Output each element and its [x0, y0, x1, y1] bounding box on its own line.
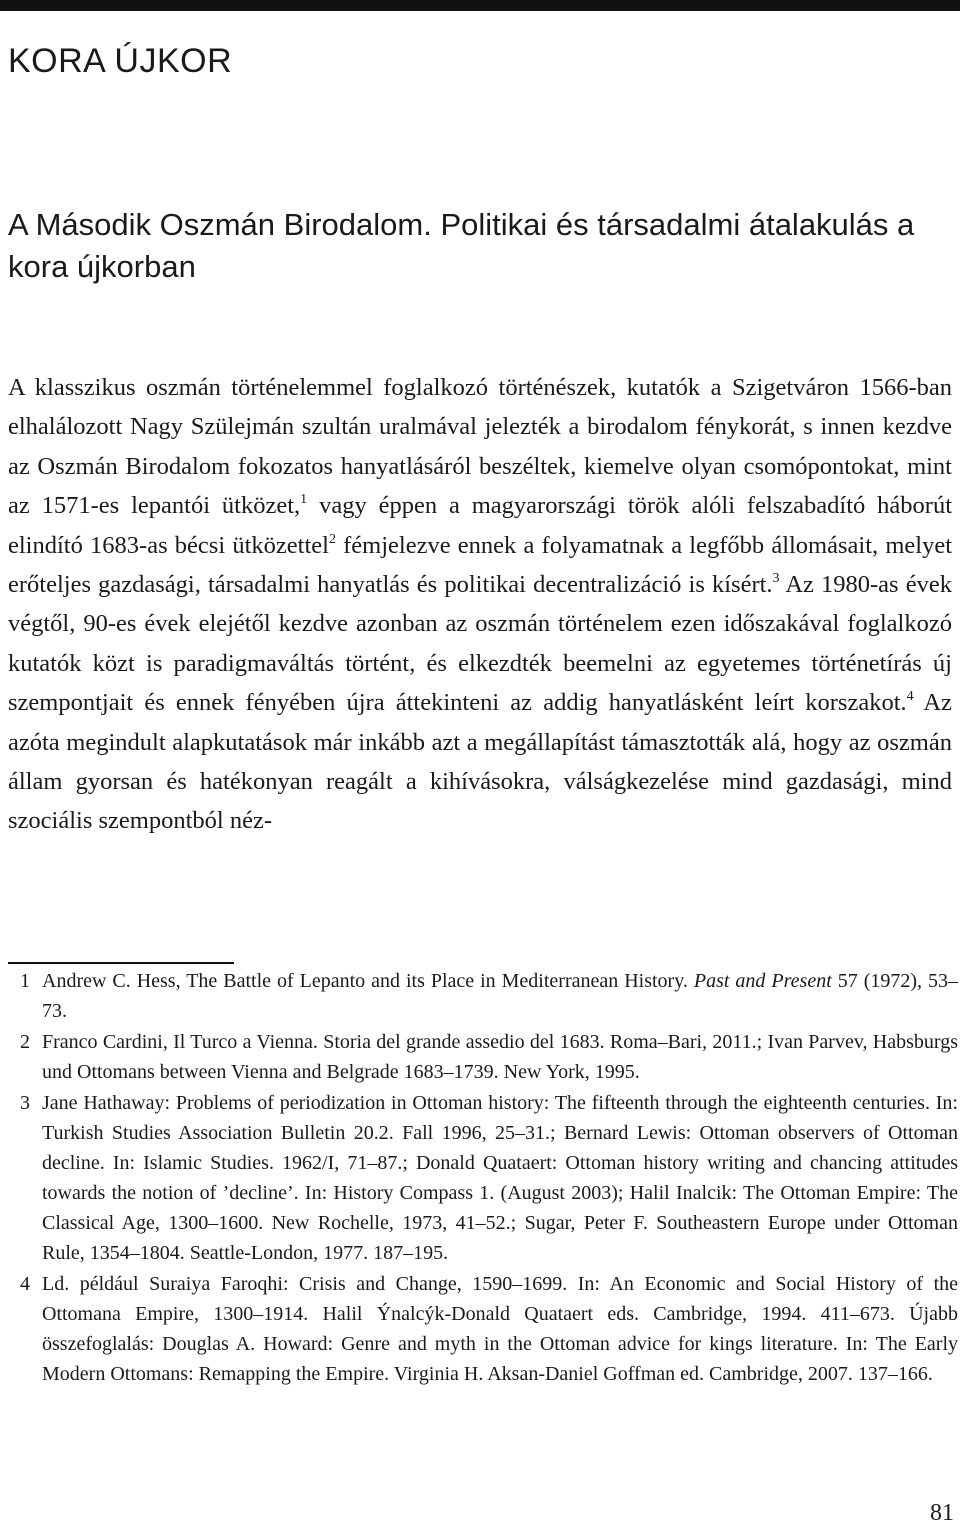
footnote-ref-3[interactable]: 3 [772, 571, 780, 587]
footnote-text [42, 966, 958, 1026]
footnote-text-part: Andrew C. Hess, The Battle of Lepanto and its Place in Mediterranean History. [42, 970, 694, 992]
body-segment: A klasszikus oszmán történelemmel foglalkozó történészek, kutatók a Szigetváron 1566-ban elhalálozott Nagy Szülejmán szultán uralmával jelezték a birodalom fénykorát, s innen kezdve az Oszmán Birodalom fokozatos hanyatlásáról beszéltek, kiemelve olyan csomópontokat, mint az 1571-es lepantói ütközet, [8, 374, 952, 520]
body-segment: Az azóta megindult alapkutatások már inkább azt a megállapítást támasztották alá, hogy az oszmán állam gyorsan és hatékonyan reagált a kihívásokra, válságkezelése mind gazdasági, mind szociális szempontból néz- [8, 689, 952, 835]
footnote-3 [8, 1088, 958, 1268]
footnote-4 [8, 1269, 958, 1389]
body-paragraph [8, 368, 952, 841]
footnote-text: Jane Hathaway: Problems of periodization in Ottoman history: The fifteenth through the eighteenth centuries. In: Turkish Studies Association Bulletin 20.2. Fall 1996, 25–31.; Bernard Lewis: Ottoman observers of Ottoman decline. In: Islamic Studies. 1962/I, 71–87.; Donald Quataert: Ottoman history writing and chancing attitudes towards the notion of ’decline’. In: History Compass 1. (August 2003); Halil Inalcik: The Ottoman Empire: The Classical Age, 1300–1600. New Rochelle, 1973, 41–52.; Sugar, Peter F. Southeastern Europe under Ottoman Rule, 1354–1804. Seattle-London, 1977. 187–195. [42, 1092, 958, 1264]
footnote-text: Franco Cardini, Il Turco a Vienna. Storia del grande assedio del 1683. Roma–Bari, 2011.; Ivan Parvev, Habsburgs und Ottomans between Vienna and Belgrade 1683–1739. New York, 1995. [42, 1031, 958, 1083]
footnote-ref-4[interactable]: 4 [906, 689, 914, 705]
footnote-ref-1[interactable]: 1 [300, 492, 308, 508]
body-segment: fémjelezve ennek a folyamatnak a legfőbb állomásait, melyet erőteljes gazdasági, társadalmi hanyatlás és politikai decentralizáció is kísért. [8, 531, 952, 599]
footnotes [8, 966, 958, 1390]
footnote-number: 4 [20, 1273, 30, 1295]
section-label: KORA ÚJKOR [8, 42, 233, 80]
body-segment: vagy éppen a magyarországi török alóli felszabadító háborút elindító 1683-as bécsi ütközettel [8, 492, 953, 559]
footnote-number: 1 [20, 970, 30, 992]
footnote-1 [8, 966, 958, 1026]
footnote-rule [8, 962, 234, 964]
footnote-2 [8, 1027, 958, 1087]
chapter-title: A Második Oszmán Birodalom. Politikai és társadalmi átalakulás a kora újkorban [8, 207, 915, 284]
body-segment: Az 1980-as évek végtől, 90-es évek elejétől kezdve azonban az oszmán történelem ezen időszakával foglalkozó kutatók közt is paradigmaváltás történt, és elkezdték beemelni az egyetemes történetírás új szempontjait és ennek fényében újra áttekinteni az addig hanyatlásként leírt korszakot. [8, 571, 952, 717]
footnote-number: 2 [20, 1031, 30, 1053]
footnote-journal-title: Past and Present [693, 970, 832, 992]
footnote-text: Ld. például Suraiya Faroqhi: Crisis and Change, 1590–1699. In: An Economic and Social History of the Ottomana Empire, 1300–1914. Halil Ýnalcýk-Donald Quataert eds. Cambridge, 1994. 411–673. Újabb összefoglalás: Douglas A. Howard: Genre and myth in the Ottoman advice for kings literature. In: The Early Modern Ottomans: Remapping the Empire. Virginia H. Aksan-Daniel Goffman ed. Cambridge, 2007. 137–166. [42, 1273, 958, 1385]
footnote-number: 3 [20, 1092, 30, 1114]
footnote-ref-2[interactable]: 2 [328, 531, 336, 547]
body-text [8, 368, 952, 841]
header-rule [0, 0, 960, 11]
page-number: 81 [930, 1500, 954, 1526]
footnote-text-part: 57 (1972), 53–73. [42, 970, 958, 1022]
